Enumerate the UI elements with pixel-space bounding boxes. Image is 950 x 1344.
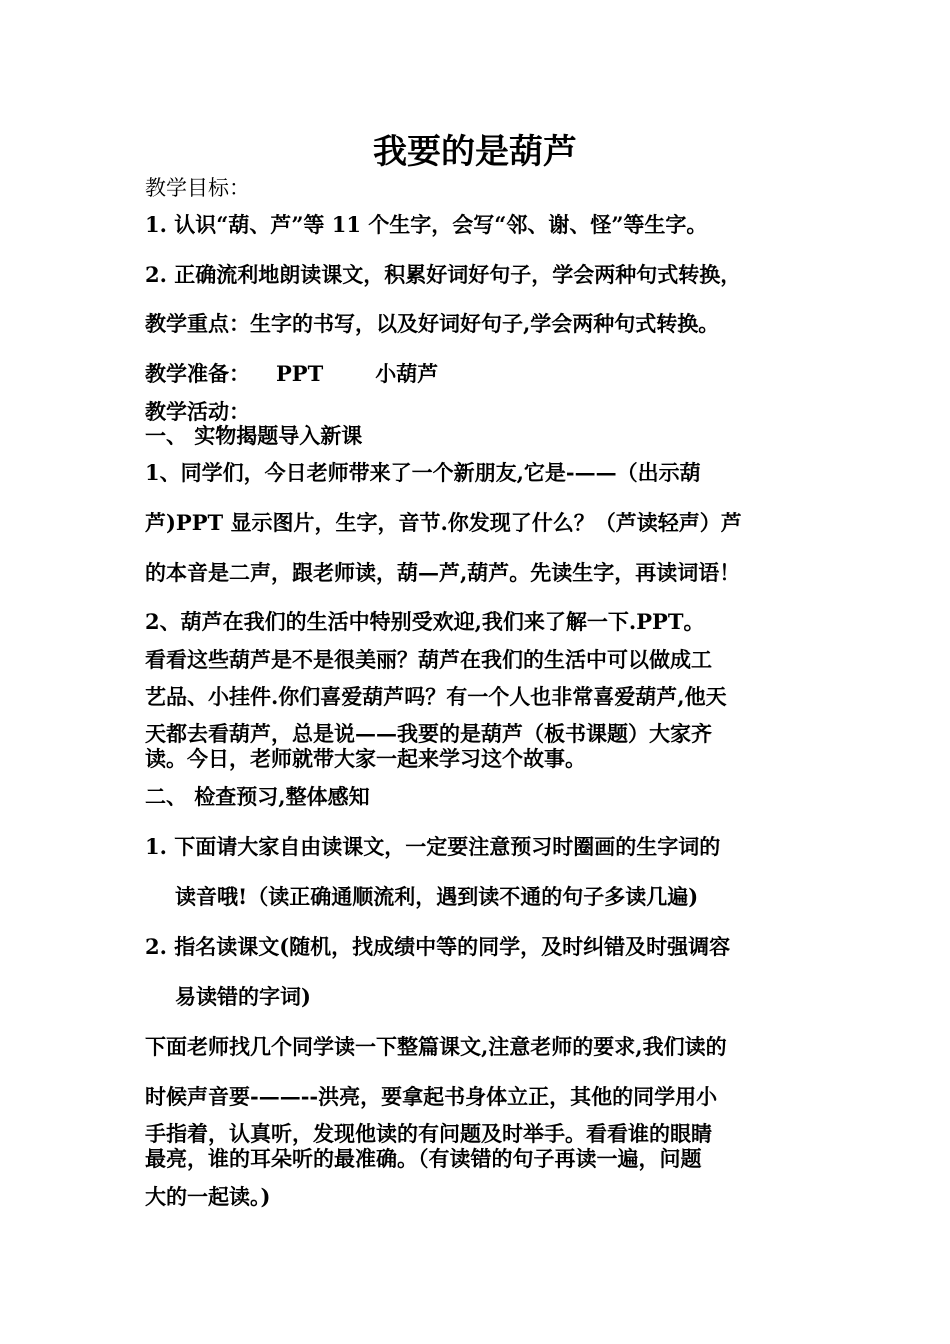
section-1-line: 2、葫芦在我们的生活中特别受欢迎,我们来了解一下.PPT。 <box>145 609 705 634</box>
section-2-heading: 二、 检查预习,整体感知 <box>145 784 370 809</box>
section-2-line: 最亮，谁的耳朵听的最准确。（有读错的句子再读一遍，问题 <box>145 1146 702 1171</box>
section-1-line: 芦)PPT 显示图片，生字，音节.你发现了什么？（芦读轻声）芦 <box>145 510 742 535</box>
key-points: 教学重点：生字的书写，以及好词好句子,学会两种句式转换。 <box>145 311 720 336</box>
section-1-line: 天都去看葫芦，总是说——我要的是葫芦（板书课题）大家齐 <box>145 721 712 746</box>
section-2-line: 易读错的字词) <box>175 984 311 1009</box>
section-1-line: 的本音是二声，跟老师读，葫—芦,葫芦。先读生字，再读词语！ <box>145 560 741 585</box>
document-title: 我要的是葫芦 <box>373 132 577 172</box>
section-2-line: 2. 指名读课文(随机，找成绩中等的同学，及时纠错及时强调容 <box>145 934 731 959</box>
section-1-line: 读。今日，老师就带大家一起来学习这个故事。 <box>145 746 586 771</box>
section-1-line: 艺品、小挂件.你们喜爱葫芦吗？有一个人也非常喜爱葫芦,他天 <box>145 684 727 709</box>
activities-heading: 教学活动： <box>145 399 250 424</box>
objective-2: 2. 正确流利地朗读课文，积累好词好句子，学会两种句式转换， <box>145 262 742 287</box>
section-2-line: 时候声音要-——--洪亮，要拿起书身体立正，其他的同学用小 <box>145 1084 718 1109</box>
preparation-label: 教学准备： <box>145 361 250 386</box>
section-1-line: 1、同学们，今日老师带来了一个新朋友,它是-——（出示葫 <box>145 460 701 485</box>
section-2-line: 1. 下面请大家自由读课文，一定要注意预习时圈画的生字词的 <box>145 834 721 859</box>
objective-1: 1. 认识“葫、芦”等 11 个生字，会写“邻、谢、怪”等生字。 <box>145 212 708 237</box>
preparation-line <box>145 361 835 387</box>
section-1-line: 看看这些葫芦是不是很美丽？葫芦在我们的生活中可以做成工 <box>145 647 712 672</box>
section-2-line: 大的一起读。) <box>145 1184 271 1209</box>
preparation-item: 小葫芦 <box>375 361 439 386</box>
section-2-line: 下面老师找几个同学读一下整篇课文,注意老师的要求,我们读的 <box>145 1034 727 1059</box>
objectives-heading: 教学目标： <box>145 176 250 200</box>
preparation-ppt: PPT <box>276 361 324 386</box>
section-2-line: 手指着，认真听，发现他读的有问题及时举手。看看谁的眼睛 <box>145 1121 712 1146</box>
section-1-heading: 一、 实物揭题导入新课 <box>145 423 363 448</box>
section-2-line: 读音哦!（读正确通顺流利，遇到读不通的句子多读几遍) <box>175 884 699 909</box>
